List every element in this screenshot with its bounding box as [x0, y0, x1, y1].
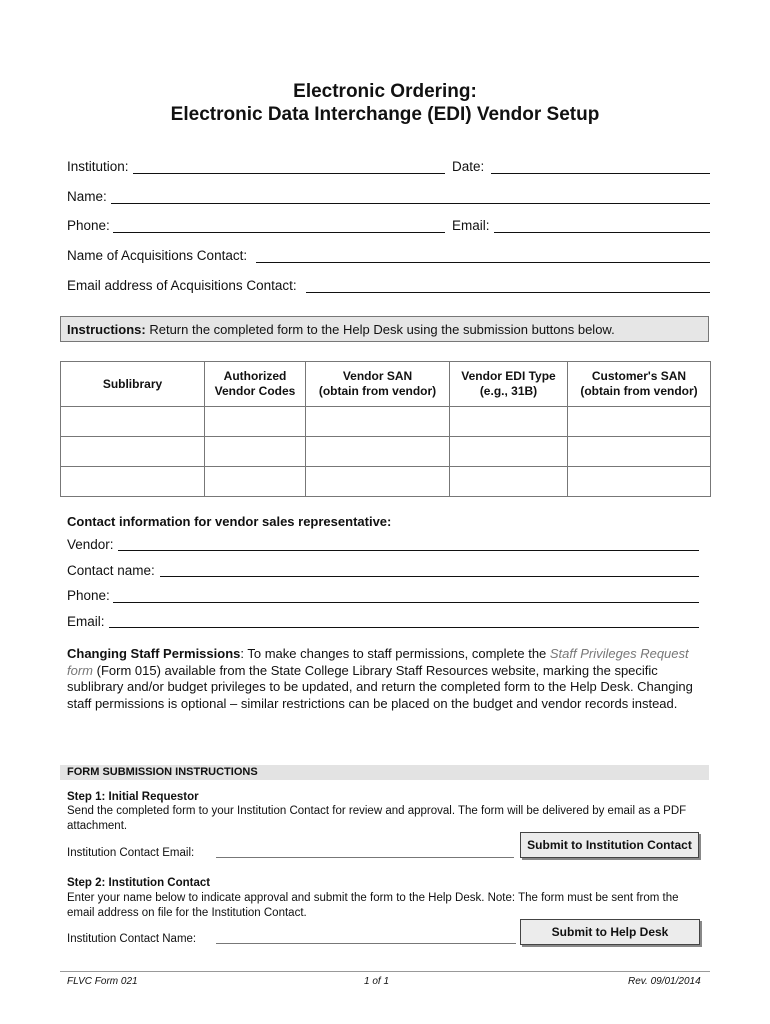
- institution-contact-name-field[interactable]: [216, 943, 516, 944]
- title-line-2: Electronic Data Interchange (EDI) Vendor Setup: [170, 104, 600, 125]
- institution-contact-email-field[interactable]: [216, 857, 514, 858]
- footer-form-number: FLVC Form 021: [67, 976, 138, 987]
- step1-title: Step 1: Initial Requestor: [67, 791, 199, 803]
- date-field[interactable]: [491, 173, 710, 174]
- email-label: Email:: [452, 218, 490, 233]
- vendor-contact-heading: Contact information for vendor sales representative:: [67, 514, 392, 529]
- footer-revision: Rev. 09/01/2014: [628, 976, 701, 987]
- contact-name-label: Contact name:: [67, 563, 155, 578]
- name-field[interactable]: [111, 203, 710, 204]
- table-cell[interactable]: [450, 437, 568, 467]
- table-cell[interactable]: [61, 437, 205, 467]
- vendor-phone-label: Phone:: [67, 588, 110, 603]
- vendor-email-field[interactable]: [109, 627, 699, 628]
- staff-privileges-link[interactable]: Staff Privileges Request form: [67, 646, 689, 678]
- table-cell[interactable]: [205, 437, 306, 467]
- table-row: [61, 407, 711, 437]
- header-authorized-vendor-codes: Authorized Vendor Codes: [205, 362, 306, 407]
- header-sublibrary: Sublibrary: [61, 362, 205, 407]
- table-header-row: [61, 362, 711, 407]
- table-cell[interactable]: [205, 407, 306, 437]
- acq-contact-email-field[interactable]: [306, 292, 710, 293]
- step2-label: Institution Contact Name:: [67, 933, 197, 945]
- table-cell[interactable]: [61, 467, 205, 497]
- vendor-field[interactable]: [118, 550, 699, 551]
- instructions-box: [60, 316, 709, 342]
- table-cell[interactable]: [568, 467, 711, 497]
- phone-field[interactable]: [113, 232, 445, 233]
- table-cell[interactable]: [61, 407, 205, 437]
- table-cell[interactable]: [205, 467, 306, 497]
- table-cell[interactable]: [306, 437, 450, 467]
- instructions-bold: Instructions:: [67, 322, 146, 337]
- contact-name-field[interactable]: [160, 576, 699, 577]
- vendor-phone-field[interactable]: [113, 602, 699, 603]
- phone-label: Phone:: [67, 218, 110, 233]
- header-vendor-san: Vendor SAN (obtain from vendor): [306, 362, 450, 407]
- instructions-text: Return the completed form to the Help Desk using the submission buttons below.: [145, 322, 615, 337]
- table-cell[interactable]: [450, 467, 568, 497]
- footer-divider: [60, 971, 710, 972]
- acq-contact-name-field[interactable]: [256, 262, 710, 263]
- table-cell[interactable]: [568, 437, 711, 467]
- permissions-bold: Changing Staff Permissions: [67, 646, 241, 661]
- header-customer-san: Customer's SAN (obtain from vendor): [568, 362, 711, 407]
- submit-to-help-desk-button[interactable]: Submit to Help Desk: [520, 919, 700, 945]
- institution-label: Institution:: [67, 159, 129, 174]
- vendor-label: Vendor:: [67, 537, 114, 552]
- permissions-paragraph: Changing Staff Permissions: To make changes to staff permissions, complete the Staff Privileges Request form (Form 015) available from the State College Library Staff Resources website, marking the specific sublibrary and/or budget privileges to be updated, and return the completed form to the Help Desk. Changing staff permissions is optional – similar restrictions can be placed on the budget and vendor records instead.: [67, 646, 693, 711]
- name-label: Name:: [67, 189, 107, 204]
- table-row: [61, 467, 711, 497]
- date-label: Date:: [452, 159, 485, 174]
- vendor-table: [60, 361, 711, 497]
- submit-to-institution-contact-button[interactable]: Submit to Institution Contact: [520, 832, 699, 858]
- form-submission-heading: FORM SUBMISSION INSTRUCTIONS: [60, 765, 709, 780]
- acq-contact-email-label: Email address of Acquisitions Contact:: [67, 278, 297, 293]
- step2-title: Step 2: Institution Contact: [67, 877, 211, 889]
- email-field[interactable]: [494, 232, 710, 233]
- header-vendor-edi-type: Vendor EDI Type (e.g., 31B): [450, 362, 568, 407]
- step1-text: Send the completed form to your Institution Contact for review and approval. The form will be delivered by email as a PDF attachment.: [67, 805, 687, 832]
- title-line-1: Electronic Ordering:: [293, 81, 477, 102]
- acq-contact-name-label: Name of Acquisitions Contact:: [67, 248, 248, 263]
- table-cell[interactable]: [450, 407, 568, 437]
- table-cell[interactable]: [306, 467, 450, 497]
- institution-field[interactable]: [133, 173, 445, 174]
- step1-label: Institution Contact Email:: [67, 847, 195, 859]
- table-cell[interactable]: [568, 407, 711, 437]
- step2-text: Enter your name below to indicate approval and submit the form to the Help Desk. Note: The form must be sent from the email address on file for the Institution Contact.: [67, 892, 679, 919]
- table-cell[interactable]: [306, 407, 450, 437]
- table-row: [61, 437, 711, 467]
- footer-page-number: 1 of 1: [364, 976, 390, 987]
- vendor-email-label: Email:: [67, 614, 105, 629]
